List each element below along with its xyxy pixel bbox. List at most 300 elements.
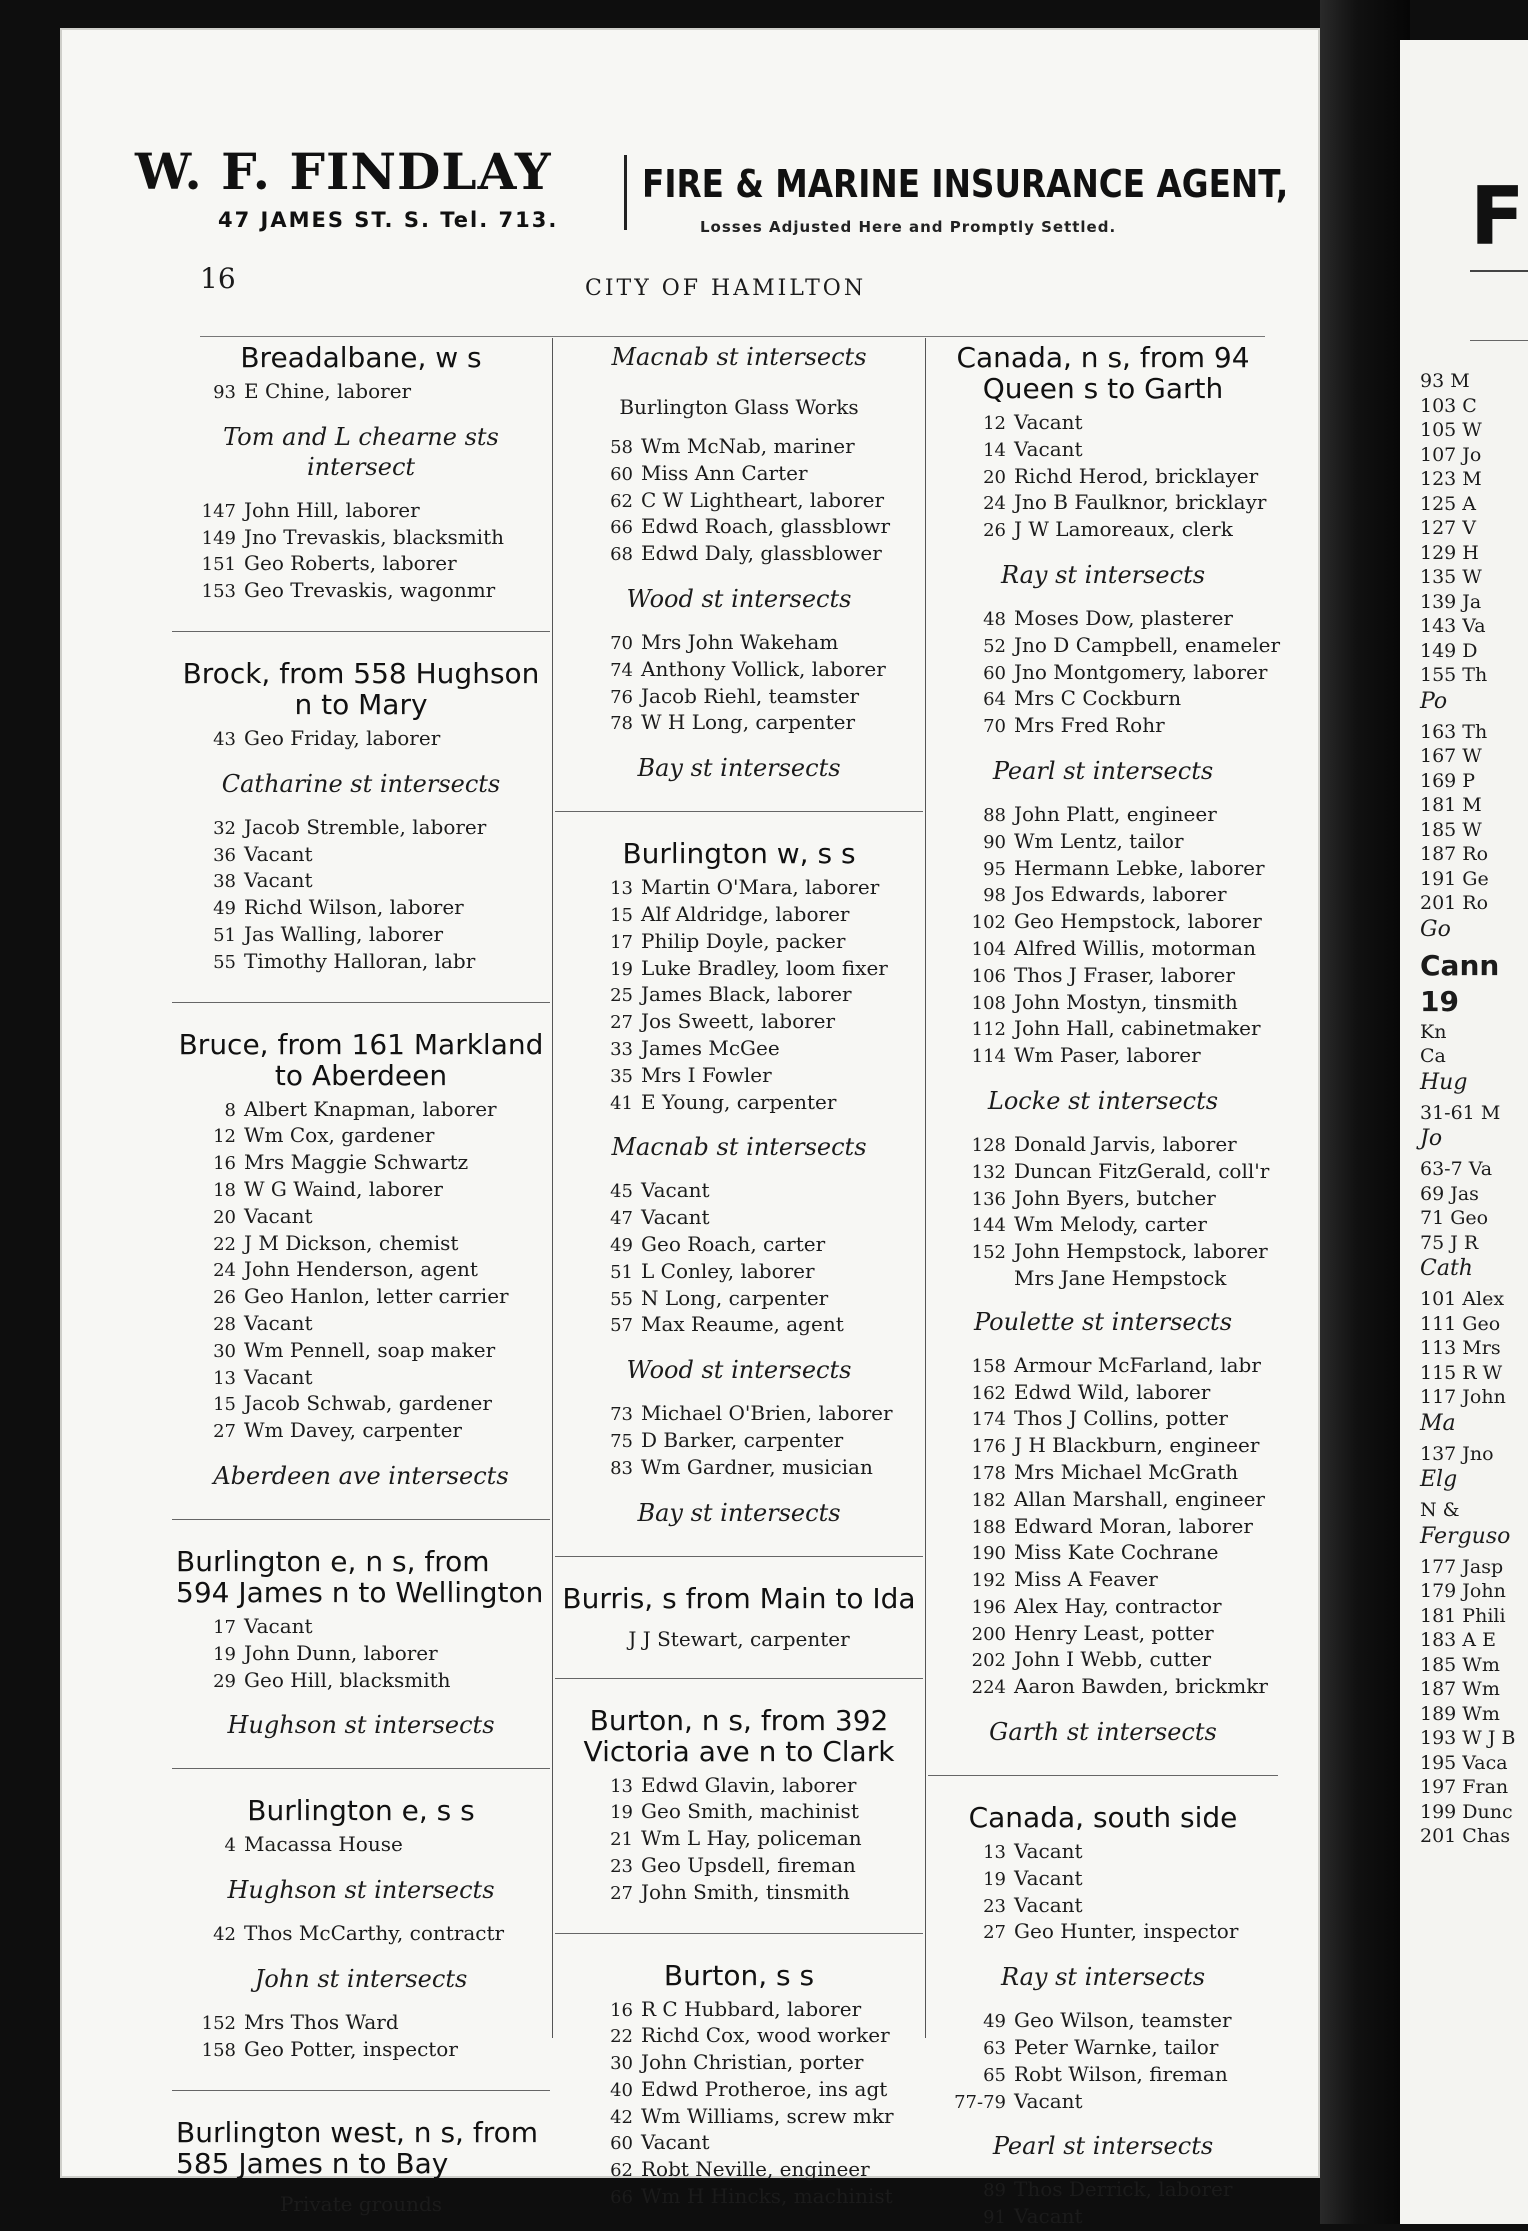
house-number: 153: [201, 581, 236, 603]
resident-name: John Henderson, agent: [244, 1257, 478, 1282]
house-number: 35: [610, 1065, 633, 1087]
directory-entry: [172, 525, 550, 552]
resident-name: Moses Dow, plasterer: [1014, 605, 1233, 630]
resident-name: N Long, carpenter: [641, 1285, 829, 1310]
directory-entry: [555, 710, 923, 737]
directory-section: [555, 1401, 923, 1481]
resident-name: Vacant: [244, 1364, 313, 1389]
directory-entry: [555, 2184, 923, 2211]
directory-entry: [555, 488, 923, 515]
facing-page-heading: F: [1470, 170, 1525, 263]
directory-entry: [928, 410, 1278, 437]
directory-section: [172, 1459, 550, 1493]
intersection-label: Aberdeen ave intersects: [213, 1461, 509, 1490]
facing-page-fragment: 63-7 Va: [1420, 1158, 1493, 1180]
directory-section: [172, 1002, 550, 1445]
street-heading: Brock, from 558 Hughson n to Mary: [182, 656, 540, 721]
facing-page-fragment: 193 W J B: [1420, 1727, 1516, 1749]
facing-page-fragment: N &: [1420, 1499, 1460, 1521]
street-heading: Burton, s s: [663, 1958, 815, 1992]
directory-entry: [555, 541, 923, 568]
resident-name: Vacant: [244, 868, 313, 893]
resident-name: Wm Melody, carter: [1014, 1212, 1207, 1237]
intersection-label: Garth st intersects: [989, 1718, 1217, 1747]
house-number: 42: [610, 2106, 633, 2128]
street-heading: Burlington west, n s, from 585 James n to Bay: [176, 2115, 538, 2180]
resident-name: Armour McFarland, labr: [1014, 1352, 1261, 1377]
house-number: 202: [971, 1650, 1006, 1672]
advertiser-name: W. F. FINDLAY: [135, 142, 552, 201]
house-number: 15: [213, 1394, 236, 1416]
house-number: 48: [983, 608, 1006, 630]
resident-name: Jno D Campbell, enameler: [1014, 632, 1281, 657]
directory-entry: [555, 1232, 923, 1259]
resident-name: Edward Moran, laborer: [1014, 1513, 1253, 1538]
directory-section: [555, 434, 923, 568]
resident-name: Jos Sweett, laborer: [641, 1009, 836, 1034]
house-number: 106: [971, 965, 1006, 987]
intersection-label: Poulette st intersects: [973, 1307, 1233, 1336]
resident-name: Mrs Jane Hempstock: [1014, 1265, 1227, 1290]
directory-entry: [555, 2077, 923, 2104]
facing-page-fragment: 143 Va: [1420, 615, 1486, 637]
directory-entry: [928, 882, 1278, 909]
directory-section: [172, 2010, 550, 2064]
directory-entry: [928, 1433, 1278, 1460]
house-number: 91: [983, 2207, 1006, 2229]
directory-entry: [172, 815, 550, 842]
directory-entry: [928, 1212, 1278, 1239]
directory-entry: [555, 630, 923, 657]
resident-name: Edwd Daly, glassblower: [641, 541, 882, 566]
resident-name: Jos Edwards, laborer: [1014, 882, 1227, 907]
directory-entry: [928, 517, 1278, 544]
intersection-label: Bay st intersects: [637, 1498, 841, 1527]
directory-entry: [928, 1406, 1278, 1433]
resident-name: L Conley, laborer: [641, 1258, 815, 1283]
resident-name: Wm Williams, screw mkr: [641, 2103, 894, 2128]
directory-entry: [555, 1009, 923, 1036]
house-number: 47: [610, 1208, 633, 1230]
house-number: 112: [971, 1019, 1006, 1041]
directory-entry: [555, 1826, 923, 1853]
house-number: 28: [213, 1313, 236, 1335]
intersection-label: Pearl st intersects: [992, 756, 1214, 785]
directory-entry: [172, 842, 550, 869]
house-number: 89: [983, 2180, 1006, 2202]
directory-entry: [928, 660, 1278, 687]
resident-name: Vacant: [244, 1203, 313, 1228]
resident-name: John Platt, engineer: [1014, 801, 1217, 826]
house-number: 149: [201, 527, 236, 549]
facing-page-fragment: 181 M: [1420, 794, 1482, 816]
facing-page-fragment: 129 H: [1420, 541, 1479, 564]
intersection-label: John st intersects: [254, 1964, 468, 1993]
house-number: 52: [983, 635, 1006, 657]
house-number: 19: [983, 1868, 1006, 1890]
facing-page-fragment: 177 Jasp: [1420, 1555, 1504, 1578]
house-number: 15: [610, 904, 633, 926]
directory-entry: [928, 606, 1278, 633]
house-number: 55: [610, 1288, 633, 1310]
directory-section: [555, 1556, 923, 1652]
facing-page-fragment: 183 A E: [1420, 1629, 1496, 1651]
facing-page-fragment: Ferguso: [1420, 1523, 1511, 1549]
directory-section: [928, 605, 1281, 740]
house-number: 144: [971, 1215, 1006, 1237]
resident-name: Edwd Protheroe, ins agt: [641, 2076, 888, 2101]
house-number: 33: [610, 1038, 633, 1060]
directory-entry: [928, 1567, 1278, 1594]
facing-page-fragment: 69 Jas: [1420, 1182, 1479, 1205]
resident-name: Vacant: [1014, 1892, 1083, 1917]
directory-entry: [555, 1178, 923, 1205]
resident-name: W G Waind, laborer: [244, 1176, 443, 1201]
resident-name: Mrs Thos Ward: [244, 2009, 399, 2034]
directory-section: [928, 2129, 1278, 2163]
house-number: 74: [610, 659, 633, 681]
directory-section: [555, 751, 923, 785]
directory-section: [555, 811, 923, 1116]
directory-column-2: [555, 340, 923, 2211]
house-number: 43: [213, 728, 236, 750]
directory-entry: [172, 1391, 550, 1418]
intersection-label: Wood st intersects: [626, 1356, 852, 1385]
directory-entry: [928, 1043, 1278, 1070]
resident-name: Jacob Riehl, teamster: [641, 683, 860, 708]
resident-name: John Hempstock, laborer: [1014, 1239, 1268, 1264]
directory-entry: [172, 1921, 550, 1948]
resident-name: Wm Paser, laborer: [1014, 1043, 1201, 1068]
resident-name: D Barker, carpenter: [641, 1427, 844, 1452]
resident-name: Thos McCarthy, contractr: [244, 1921, 505, 1946]
resident-name: R C Hubbard, laborer: [641, 1996, 862, 2021]
directory-entry: [555, 1312, 923, 1339]
facing-page-fragment: 179 John: [1420, 1580, 1506, 1602]
house-number: 70: [610, 632, 633, 654]
house-number: 83: [610, 1457, 633, 1479]
directory-entry: [555, 1063, 923, 1090]
directory-section: [555, 1933, 923, 2211]
facing-page-fragment: 197 Fran: [1420, 1776, 1509, 1798]
directory-entry: [172, 1123, 550, 1150]
house-number: 62: [610, 490, 633, 512]
house-number: 30: [610, 2053, 633, 2075]
directory-section: [172, 420, 550, 484]
resident-name: Wm L Hay, policeman: [641, 1826, 862, 1851]
facing-page-fragment: 71 Geo: [1420, 1207, 1489, 1229]
resident-name: Alfred Willis, motorman: [1014, 935, 1256, 960]
directory-entry: [555, 1428, 923, 1455]
directory-entry: [928, 1380, 1278, 1407]
directory-section: [928, 340, 1278, 544]
resident-name: Thos J Collins, potter: [1014, 1406, 1228, 1431]
facing-page-fragment: Jo: [1420, 1126, 1443, 1151]
directory-section: [555, 388, 923, 420]
resident-name: Vacant: [1014, 436, 1083, 461]
facing-page-fragment: 187 Ro: [1420, 843, 1489, 865]
house-number: 93: [213, 382, 236, 403]
header-rule: [200, 336, 1265, 337]
resident-name: E Young, carpenter: [641, 1089, 837, 1114]
house-number: 13: [610, 1775, 633, 1797]
house-number: 152: [971, 1242, 1006, 1264]
house-number: 132: [971, 1161, 1006, 1183]
resident-name: J H Blackburn, engineer: [1014, 1433, 1260, 1458]
resident-name: Mrs Maggie Schwartz: [244, 1150, 469, 1175]
house-number: 29: [213, 1670, 236, 1692]
facing-page-fragment: 163 Th: [1420, 720, 1488, 743]
directory-entry: [555, 1286, 923, 1313]
directory-entry: [928, 1514, 1278, 1541]
directory-section: [172, 340, 550, 406]
resident-name: Donald Jarvis, laborer: [1014, 1131, 1237, 1156]
resident-name: Michael O'Brien, laborer: [641, 1401, 893, 1426]
resident-name: Thos Derrick, laborer: [1014, 2177, 1233, 2202]
street-heading: Canada, n s, from 94 Queen s to Garth: [956, 341, 1250, 405]
house-number: 77-79: [954, 2091, 1006, 2113]
plain-entry: J J Stewart, carpenter: [628, 1626, 850, 1651]
facing-page-fragment: Kn: [1420, 1020, 1447, 1043]
facing-page-fragment: 195 Vaca: [1420, 1751, 1508, 1774]
resident-name: Jacob Schwab, gardener: [244, 1391, 492, 1416]
directory-entry: [928, 437, 1278, 464]
directory-entry: [172, 1641, 550, 1668]
facing-page-fragment: 149 D: [1420, 639, 1478, 662]
house-number: 88: [983, 804, 1006, 826]
street-heading: Canada, south side: [968, 1801, 1238, 1835]
directory-entry: [172, 1614, 550, 1641]
directory-entry: [172, 1418, 550, 1445]
house-number: 41: [610, 1092, 633, 1114]
resident-name: John Byers, butcher: [1014, 1185, 1216, 1210]
column-divider: [552, 338, 553, 2038]
facing-page-fragment: 155 Th: [1420, 664, 1488, 686]
house-number: 176: [971, 1436, 1006, 1458]
facing-page-fragment: 139 Ja: [1420, 590, 1482, 613]
intersection-label: Locke st intersects: [987, 1086, 1219, 1115]
directory-section: [555, 1353, 923, 1387]
directory-section: [555, 630, 923, 737]
resident-name: Geo Potter, inspector: [244, 2036, 458, 2061]
house-number: 21: [610, 1829, 633, 1851]
directory-entry: [928, 909, 1278, 936]
directory-entry: [172, 1338, 550, 1365]
directory-entry: [172, 1284, 550, 1311]
facing-page-fragment: 185 W: [1420, 818, 1482, 841]
advertiser-tagline: Losses Adjusted Here and Promptly Settled.: [700, 218, 1117, 236]
house-number: 13: [213, 1367, 236, 1389]
resident-name: Vacant: [244, 1310, 313, 1335]
intersection-label: Bay st intersects: [637, 754, 841, 783]
directory-entry: [172, 1668, 550, 1695]
directory-entry: [172, 1231, 550, 1258]
directory-entry: [555, 684, 923, 711]
facing-page-fragment: 75 J R: [1420, 1231, 1479, 1254]
directory-entry: [928, 2089, 1278, 2116]
house-number: 40: [610, 2079, 633, 2101]
facing-page-fragment: 111 Geo: [1420, 1312, 1501, 1335]
house-number: 19: [213, 1643, 236, 1665]
resident-name: Geo Upsdell, fireman: [641, 1852, 856, 1877]
facing-page-fragment: Go: [1420, 916, 1451, 942]
house-number: 68: [610, 544, 633, 566]
street-heading: Burton, n s, from 392 Victoria ave n to Clark: [583, 1703, 895, 1768]
resident-name: J M Dickson, chemist: [244, 1230, 459, 1255]
directory-entry: [555, 2157, 923, 2184]
house-number: 17: [213, 1616, 236, 1638]
intersection-label: Hughson st intersects: [227, 1711, 495, 1740]
directory-entry: [555, 1036, 923, 1063]
directory-entry: [555, 514, 923, 541]
directory-entry: [928, 2035, 1278, 2062]
resident-name: Vacant: [244, 841, 313, 866]
facing-page-rule: [1470, 340, 1528, 341]
directory-entry: [555, 1455, 923, 1482]
facing-page-fragment: 123 M: [1420, 468, 1482, 490]
house-number: 27: [983, 1922, 1006, 1944]
directory-entry: [928, 2204, 1278, 2231]
house-number: 49: [983, 2011, 1006, 2033]
book-gutter: [1320, 0, 1410, 2224]
directory-entry: [555, 1401, 923, 1428]
facing-page-fragment: 117 John: [1420, 1386, 1506, 1408]
resident-name: James Black, laborer: [641, 982, 852, 1007]
intersection-label: Pearl st intersects: [992, 2132, 1214, 2161]
directory-entry: [172, 2010, 550, 2037]
directory-entry: [172, 949, 550, 976]
resident-name: John Mostyn, tinsmith: [1014, 989, 1238, 1014]
resident-name: Robt Wilson, fireman: [1014, 2061, 1228, 2086]
house-number: 188: [971, 1516, 1006, 1538]
directory-entry: [555, 2130, 923, 2157]
resident-name: John Hall, cabinetmaker: [1014, 1016, 1261, 1041]
resident-name: John Christian, porter: [641, 2050, 864, 2075]
house-number: 73: [610, 1404, 633, 1426]
directory-column-3: [928, 340, 1281, 2231]
house-number: 104: [971, 938, 1006, 960]
house-number: 66: [610, 517, 633, 539]
resident-name: Vacant: [641, 2130, 710, 2155]
directory-section: [928, 558, 1278, 592]
resident-name: Vacant: [1014, 2088, 1083, 2113]
resident-name: Vacant: [641, 1178, 710, 1203]
resident-name: Peter Warnke, tailor: [1014, 2035, 1219, 2060]
directory-entry: [172, 922, 550, 949]
directory-column-1: [172, 340, 550, 2217]
page-number: 16: [200, 262, 236, 295]
house-number: 98: [983, 885, 1006, 907]
house-number: 147: [201, 500, 236, 522]
facing-page-fragment: 125 A: [1420, 492, 1477, 515]
resident-name: Wm Pennell, soap maker: [244, 1337, 496, 1362]
resident-name: Jas Walling, laborer: [244, 921, 444, 946]
facing-page-fragment: 167 W: [1420, 745, 1482, 767]
house-number: 136: [971, 1188, 1006, 1210]
resident-name: C W Lightheart, laborer: [641, 487, 885, 512]
facing-page-fragment: 137 Jno: [1420, 1442, 1494, 1465]
resident-name: John Dunn, laborer: [244, 1640, 438, 1665]
house-number: 174: [971, 1409, 1006, 1431]
directory-entry: [172, 1832, 550, 1859]
directory-entry: [928, 1621, 1278, 1648]
house-number: 4: [224, 1835, 236, 1857]
directory-entry: [172, 1257, 550, 1284]
house-number: 22: [213, 1233, 236, 1255]
directory-entry: [172, 551, 550, 578]
resident-name: Richd Cox, wood worker: [641, 2023, 890, 2048]
directory-entry: [555, 2023, 923, 2050]
resident-name: Philip Doyle, packer: [641, 928, 846, 953]
resident-name: Aaron Bawden, brickmkr: [1014, 1674, 1268, 1699]
intersection-label: Tom and L chearne sts intersect: [223, 422, 499, 481]
directory-section: [928, 802, 1278, 1070]
house-number: 36: [213, 844, 236, 866]
resident-name: Geo Hunter, inspector: [1014, 1919, 1239, 1944]
resident-name: Vacant: [1014, 1865, 1083, 1890]
resident-name: Macassa House: [244, 1832, 403, 1857]
directory-entry: [172, 895, 550, 922]
resident-name: John Smith, tinsmith: [641, 1879, 850, 1904]
resident-name: Max Reaume, agent: [641, 1312, 844, 1337]
resident-name: Mrs I Fowler: [641, 1062, 772, 1087]
facing-page-fragment: 107 Jo: [1420, 443, 1482, 466]
running-head: CITY OF HAMILTON: [585, 276, 867, 301]
intersection-label: Ray st intersects: [1000, 560, 1206, 589]
resident-name: Hermann Lebke, laborer: [1014, 855, 1265, 880]
house-number: 128: [971, 1134, 1006, 1156]
house-number: 27: [213, 1421, 236, 1443]
directory-section: [928, 1305, 1278, 1339]
intersection-label: Ray st intersects: [1000, 1963, 1206, 1992]
house-number: 192: [971, 1570, 1006, 1592]
directory-entry: [555, 461, 923, 488]
resident-name: Wm Davey, carpenter: [244, 1418, 462, 1443]
plain-entry: Burlington Glass Works: [619, 395, 859, 419]
house-number: 18: [213, 1179, 236, 1201]
directory-entry: [555, 1205, 923, 1232]
resident-name: Miss Ann Carter: [641, 460, 808, 485]
column-divider: [925, 338, 926, 2038]
resident-name: Henry Least, potter: [1014, 1620, 1214, 1645]
house-number: 90: [983, 831, 1006, 853]
house-number: 95: [983, 858, 1006, 880]
directory-section: [172, 1921, 550, 1948]
resident-name: Mrs C Cockburn: [1014, 686, 1182, 711]
intersection-label: Hughson st intersects: [227, 1876, 495, 1905]
directory-entry: [172, 1204, 550, 1231]
house-number: 78: [610, 713, 633, 735]
directory-entry: [928, 1266, 1278, 1291]
resident-name: Robt Neville, engineer: [641, 2157, 870, 2182]
resident-name: Wm Cox, gardener: [244, 1123, 435, 1148]
house-number: 14: [983, 439, 1006, 461]
house-number: 151: [201, 554, 236, 576]
facing-page-fragment: Po: [1420, 688, 1448, 714]
directory-section: [172, 2090, 550, 2217]
house-number: 27: [610, 1012, 633, 1034]
house-number: 32: [213, 817, 236, 839]
house-number: 196: [971, 1596, 1006, 1618]
house-number: 19: [610, 1802, 633, 1824]
directory-entry: [928, 963, 1278, 990]
house-number: 51: [610, 1261, 633, 1283]
house-number: 38: [213, 871, 236, 893]
directory-entry: [555, 1090, 923, 1117]
facing-page-fragment: 19: [1420, 984, 1459, 1018]
directory-entry: [172, 578, 550, 605]
street-heading: Burlington w, s s: [622, 837, 856, 871]
